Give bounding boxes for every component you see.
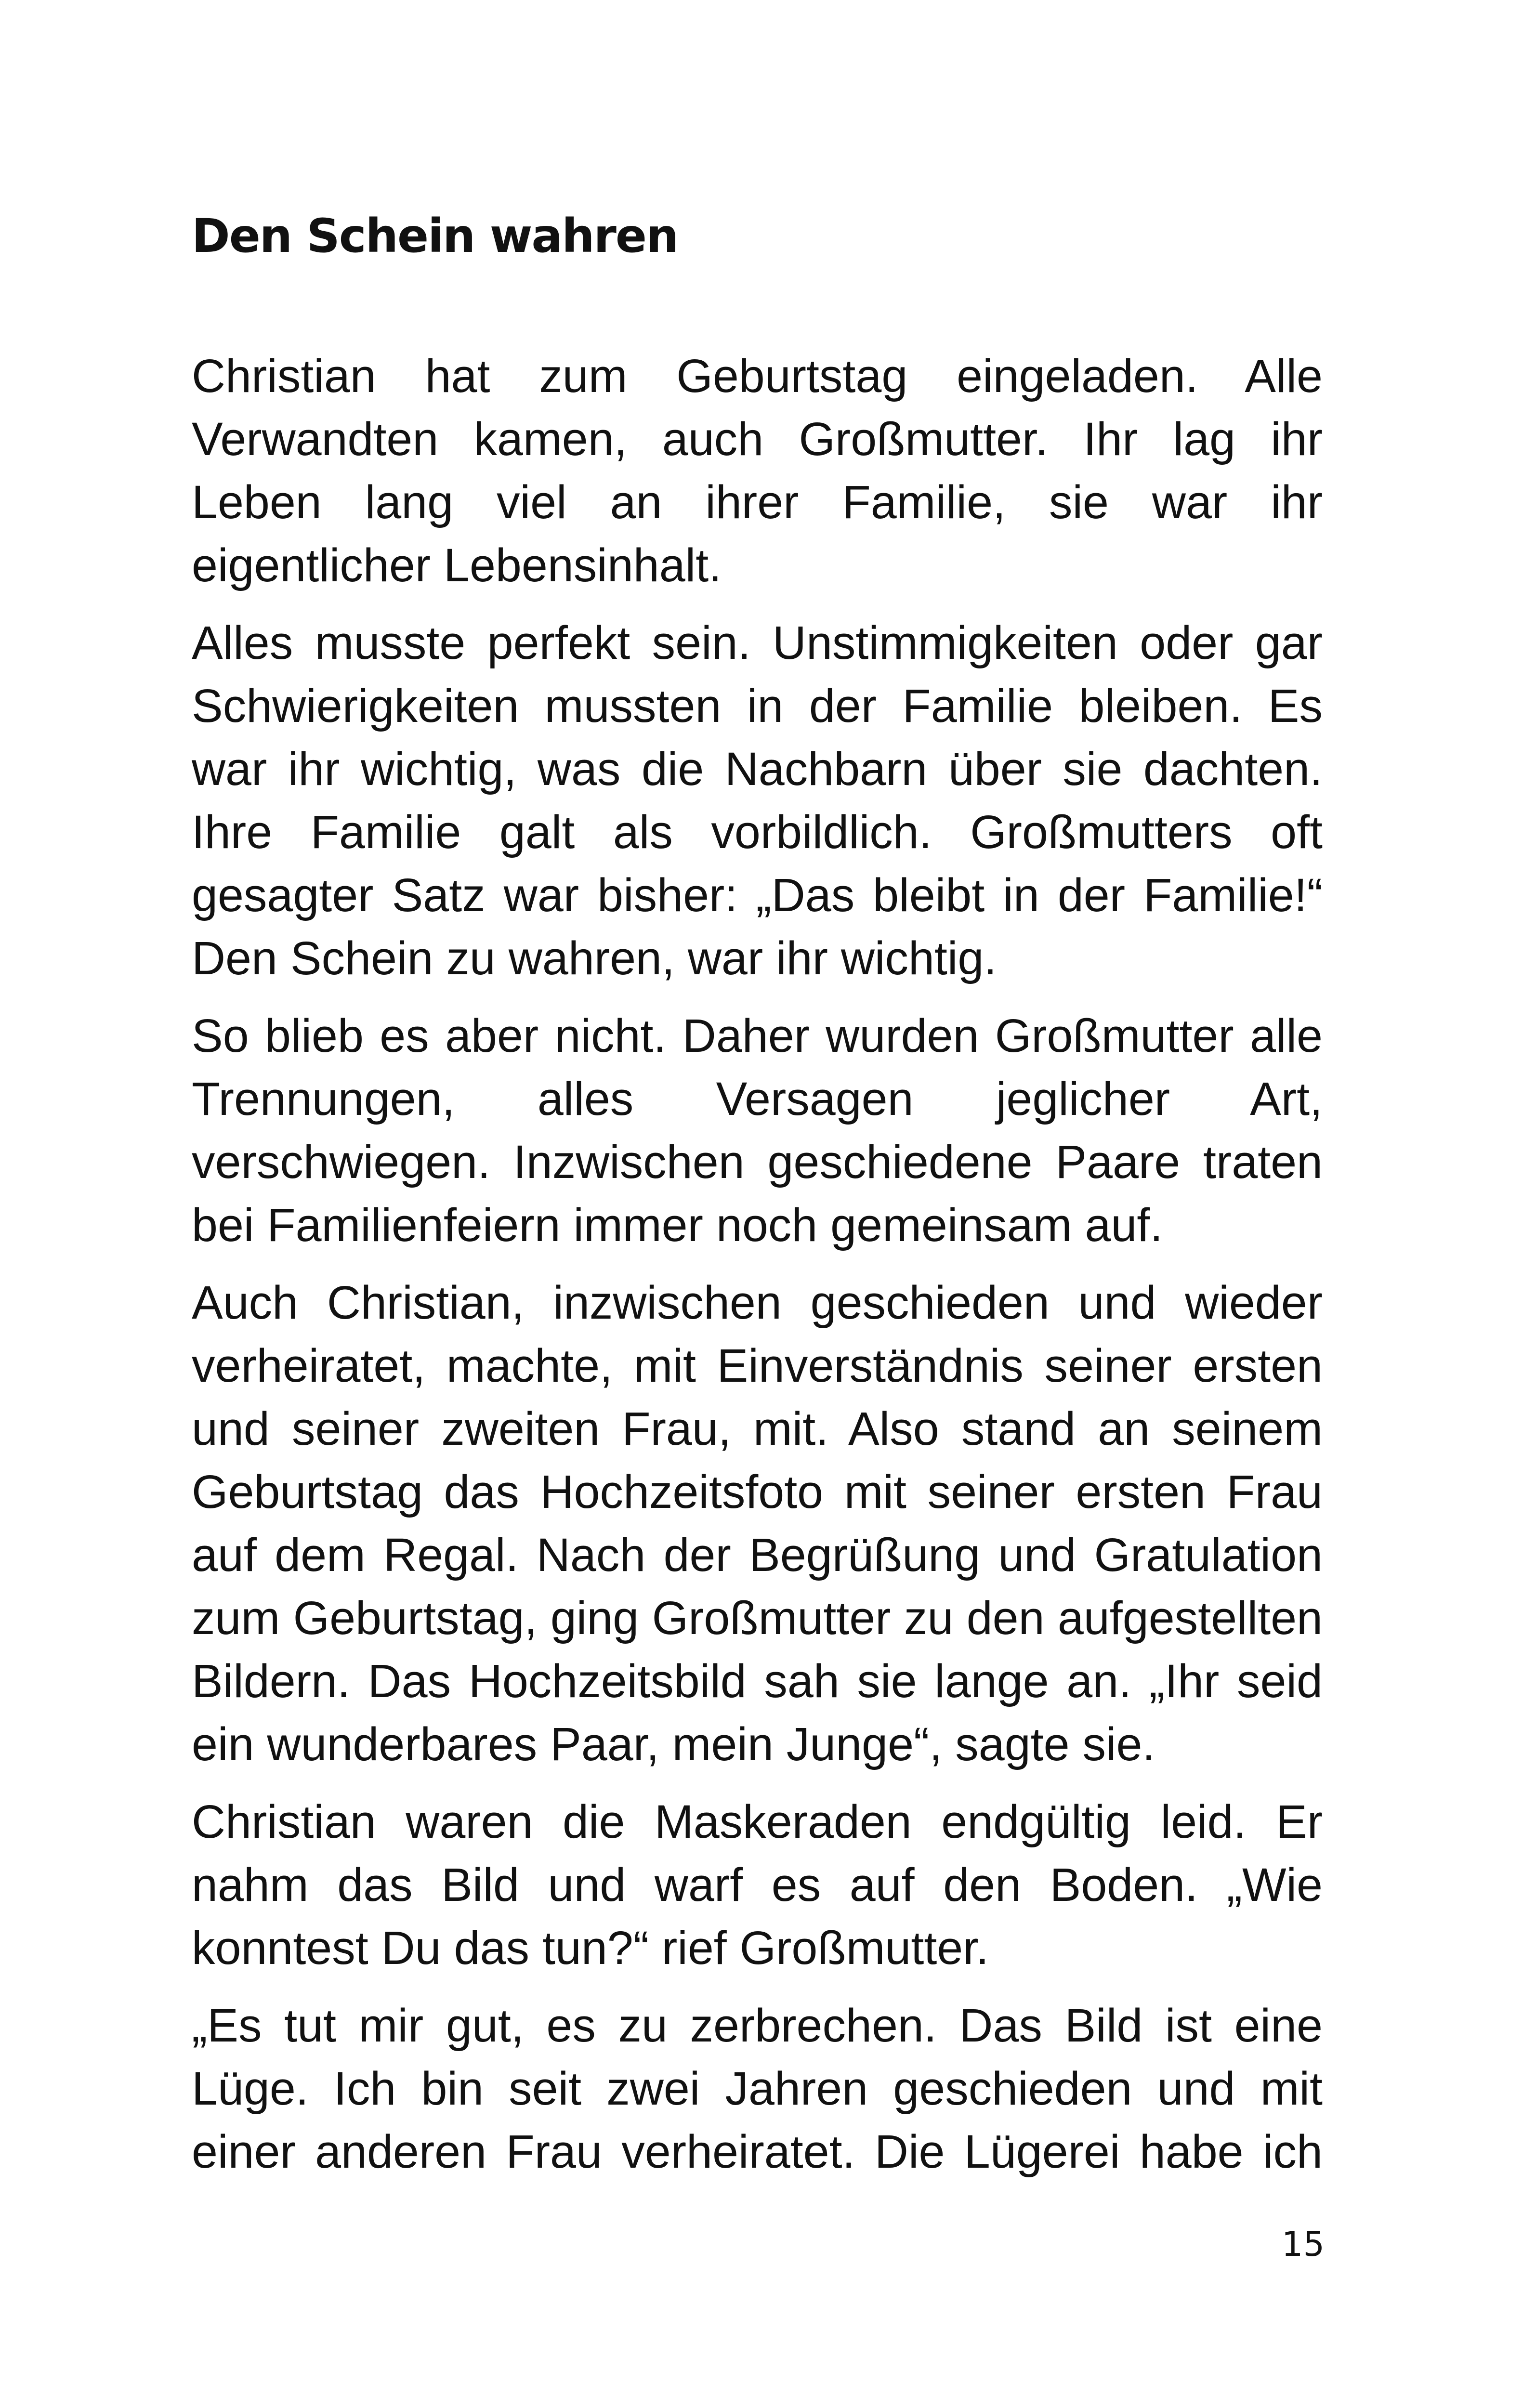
paragraph: „Es tut mir gut, es zu zerbrechen. Das Bild ist eine Lüge. Ich bin seit zwei Jahren geschieden und mit einer anderen Frau verheiratet. Die Lügerei habe ich [192,1999,1323,2178]
paragraph: Alles musste perfekt sein. Unstimmigkeiten oder gar Schwierigkeiten mussten in der Familie bleiben. Es war ihr wichtig, was die Nachbarn über sie dachten. Ihre Familie galt als vorbildlich. Großmutters oft gesagter Satz war bisher: „Das bleibt in der Familie!“ Den Schein zu wahren, war ihr wichtig. [192,616,1323,984]
chapter-title: Den Schein wahren [192,209,678,263]
paragraph: Auch Christian, inzwischen geschieden und wieder verheiratet, machte, mit Einverständnis seiner ersten und seiner zweiten Frau, mit. Also stand an seinem Geburtstag das Hochzeitsfoto mit seiner ersten Frau auf dem Regal. Nach der Begrüßung und Gratulation zum Geburtstag, ging Großmutter zu den aufgestellten Bildern. Das Hochzeitsbild sah sie lange an. „Ihr seid ein wunderbares Paar, mein Junge“, sagte sie. [192,1276,1323,1770]
page-number: 15 [1281,2225,1325,2264]
paragraph: Christian waren die Maskeraden endgültig leid. Er nahm das Bild und warf es auf den Boden. „Wie konntest Du das tun?“ rief Großmutter. [192,1795,1323,1974]
body-text [192,344,1323,2198]
paragraph: So blieb es aber nicht. Daher wurden Großmutter alle Trennungen, alles Versagen jeglicher Art, verschwiegen. Inzwischen geschiedene Paare traten bei Familienfeiern immer noch gemeinsam auf. [192,1009,1323,1251]
paragraph: Christian hat zum Geburtstag eingeladen. Alle Verwandten kamen, auch Großmutter. Ihr lag ihr Leben lang viel an ihrer Familie, sie war ihr eigentlicher Lebensinhalt. [192,350,1323,591]
